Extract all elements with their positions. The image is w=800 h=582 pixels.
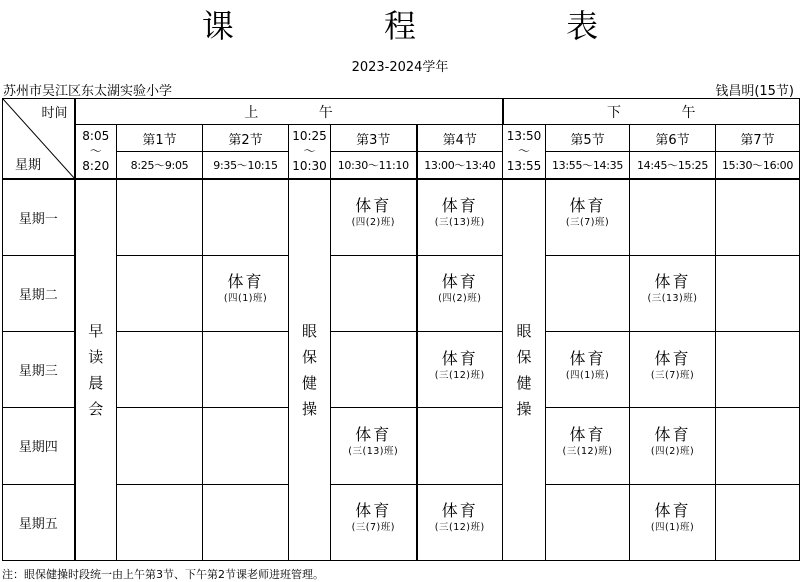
footnote: 注：眼保健操时段统一由上午第3节、下午第2节课老师进班管理。 — [2, 568, 324, 581]
period-4-name: 第4节 — [417, 125, 503, 152]
schedule-cell: 体育 (三(13)班) — [331, 408, 417, 484]
day-row — [3, 408, 800, 484]
school-year: 2023-2024学年 — [351, 60, 449, 75]
timetable — [2, 98, 800, 561]
schedule-cell: 体育 (三(12)班) — [546, 408, 630, 484]
period-7-name: 第7节 — [716, 125, 800, 152]
day-label: 星期五 — [3, 484, 75, 560]
schedule-cell — [117, 179, 203, 255]
schedule-cell: 体育 (三(13)班) — [417, 179, 503, 255]
schedule-cell: 体育 (三(7)班) — [331, 484, 417, 560]
eye-exercise-pm-label: 眼保健操 — [516, 321, 532, 418]
period-5-time: 13:55～14:35 — [546, 152, 630, 179]
schedule-cell: 体育 (四(1)班) — [546, 331, 630, 407]
period-3-time: 10:30～11:10 — [331, 152, 417, 179]
schedule-cell — [716, 255, 800, 331]
day-label: 星期二 — [3, 255, 75, 331]
corner-time-label: 时间 — [41, 106, 68, 121]
afternoon-header: 下 午 — [503, 99, 800, 125]
schedule-cell: 体育 (三(7)班) — [546, 179, 630, 255]
day-row — [3, 331, 800, 407]
period-1-time: 8:25～9:05 — [117, 152, 203, 179]
schedule-cell: 体育 (四(1)班) — [630, 484, 716, 560]
period-6-time: 14:45～15:25 — [630, 152, 716, 179]
school-name: 苏州市吴江区东太湖实验小学 — [3, 84, 173, 99]
schedule-cell — [331, 255, 417, 331]
schedule-cell — [546, 255, 630, 331]
schedule-cell — [716, 484, 800, 560]
eye-exercise-am-cell — [289, 179, 331, 561]
schedule-cell: 体育 (四(1)班) — [203, 255, 289, 331]
day-row — [3, 255, 800, 331]
eye-exercise-am-label: 眼保健操 — [301, 321, 317, 418]
schedule-cell: 体育 (四(2)班) — [417, 255, 503, 331]
day-row — [3, 484, 800, 560]
schedule-cell — [203, 179, 289, 255]
period-2-time: 9:35～10:15 — [203, 152, 289, 179]
period-5-name: 第5节 — [546, 125, 630, 152]
teacher-name: 钱昌明(15节) — [715, 84, 794, 99]
period-4-time: 13:00～13:40 — [417, 152, 503, 179]
schedule-cell — [117, 484, 203, 560]
schedule-cell — [203, 331, 289, 407]
day-label: 星期四 — [3, 408, 75, 484]
schedule-cell — [203, 484, 289, 560]
schedule-cell: 体育 (四(2)班) — [630, 408, 716, 484]
morning-reading-cell — [75, 179, 117, 561]
period-2-name: 第2节 — [203, 125, 289, 152]
corner-header — [3, 99, 75, 179]
schedule-cell — [630, 179, 716, 255]
schedule-cell — [117, 408, 203, 484]
schedule-cell — [417, 408, 503, 484]
schedule-cell: 体育 (三(12)班) — [417, 331, 503, 407]
period-6-name: 第6节 — [630, 125, 716, 152]
schedule-cell — [716, 179, 800, 255]
schedule-cell — [117, 331, 203, 407]
schedule-cell — [716, 408, 800, 484]
schedule-cell — [546, 484, 630, 560]
day-label: 星期一 — [3, 179, 75, 255]
page-title: 课 程 表 — [201, 7, 669, 45]
morning-header: 上 午 — [75, 99, 503, 125]
eye-exercise-pm-cell — [503, 179, 546, 561]
schedule-cell — [331, 331, 417, 407]
schedule-cell — [117, 255, 203, 331]
corner-day-label: 星期 — [15, 157, 42, 173]
morning-reading-time: 8:05 ～ 8:20 — [75, 125, 117, 179]
period-7-time: 15:30～16:00 — [716, 152, 800, 179]
schedule-cell: 体育 (四(2)班) — [331, 179, 417, 255]
day-row — [3, 179, 800, 255]
schedule-cell: 体育 (三(13)班) — [630, 255, 716, 331]
schedule-cell: 体育 (三(12)班) — [417, 484, 503, 560]
period-3-name: 第3节 — [331, 125, 417, 152]
period-1-name: 第1节 — [117, 125, 203, 152]
schedule-cell — [716, 331, 800, 407]
day-label: 星期三 — [3, 331, 75, 407]
eye-exercise-am-time: 10:25 ～ 10:30 — [289, 125, 331, 179]
morning-reading-label: 早读晨会 — [88, 321, 104, 418]
schedule-cell — [203, 408, 289, 484]
schedule-cell: 体育 (三(7)班) — [630, 331, 716, 407]
eye-exercise-pm-time: 13:50 ～ 13:55 — [503, 125, 546, 179]
